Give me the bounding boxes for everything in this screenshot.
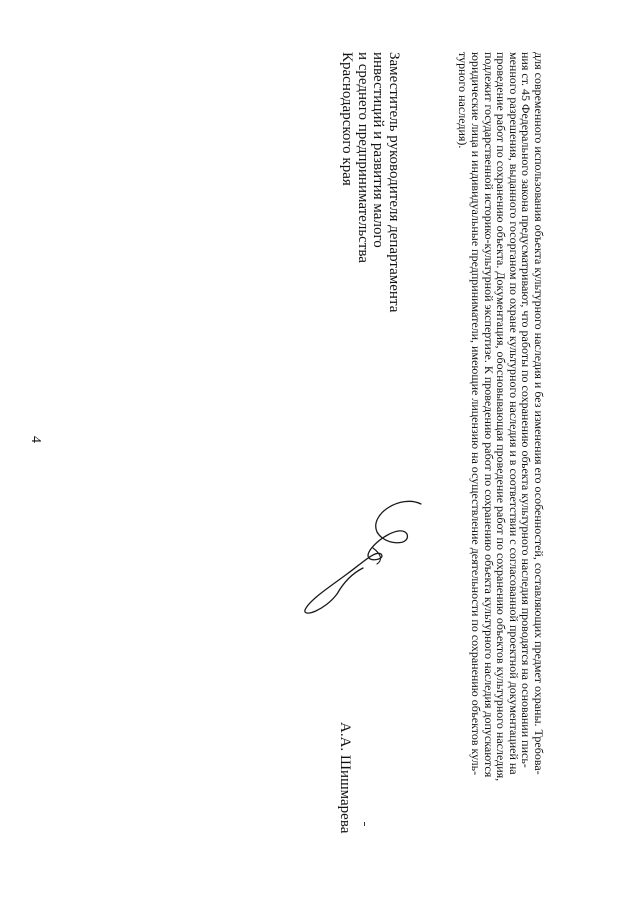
paragraph-line: проведение работ по сохранению объекта. Документация, обосновывающая проведение работ по сохранению объектов культурного наследия, [494, 52, 509, 782]
paragraph-line: юридические лица и индивидуальные предприниматели, имеющие лицензию на осуществление деятельности по сохранению объектов куль- [469, 52, 484, 776]
paragraph-line: ния ст. 45 Федерального закона предусматривают, что работы по сохранению объекта культурного наследия проводятся на основании пись- [519, 52, 534, 768]
signatory-title [339, 52, 401, 382]
handwritten-signature [297, 490, 437, 620]
paragraph-line: для современного использования объекта культурного наследия и без изменения его особенностей, составляющих предмет охраны. Требова- [532, 52, 546, 775]
signatory-title-line: инвестиций и развития малого [370, 52, 387, 248]
paragraph-line: турного наследия). [456, 52, 471, 149]
paragraph-line: подлежит государственной историко-культурной экспертизе. К проведению работ по сохранению объекта культурного наследия допускаются [481, 52, 496, 778]
signatory-title-line: Краснодарского края [339, 52, 356, 186]
stray-mark [364, 822, 365, 826]
signatory-title-line: Заместитель руководителя департамента [386, 52, 402, 313]
signatory-name: А.А. Шишмарева [337, 722, 353, 834]
body-paragraph [457, 52, 545, 854]
signatory-title-line: и среднего предпринимательства [355, 52, 371, 263]
page-number: 4 [28, 436, 43, 443]
paragraph-line: менного разрешения, выданного госорганом по охране культурного наследия и в соответствии с согласованной проектной документацией на [506, 52, 521, 775]
